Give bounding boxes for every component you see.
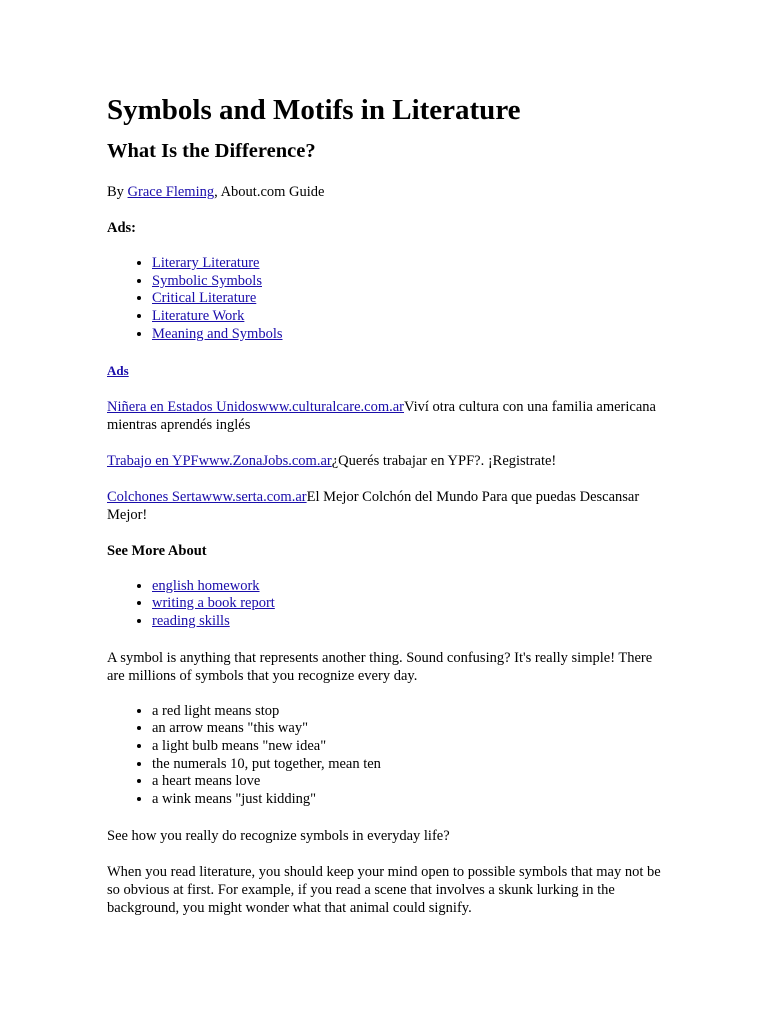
- list-item: • the numerals 10, put together, mean ten: [152, 756, 667, 774]
- ads-label: Ads:: [107, 220, 137, 236]
- list-item: [152, 290, 667, 308]
- byline-prefix: By: [107, 184, 128, 200]
- sponsored-ad: [107, 398, 667, 434]
- list-item: • a heart means love: [152, 773, 667, 791]
- ad-link[interactable]: Literary Literature: [152, 255, 260, 271]
- sponsored-ad-link[interactable]: Niñera en Estados Unidoswww.culturalcare.com.ar: [107, 398, 405, 415]
- paragraph: See how you really do recognize symbols in everyday life?: [107, 827, 450, 844]
- ads-link-list: [107, 255, 667, 344]
- see-more-link[interactable]: writing a book report: [152, 595, 275, 612]
- list-item: • a red light means stop: [152, 703, 667, 721]
- sponsored-ad: [107, 488, 667, 524]
- page-title: Symbols and Motifs in Literature: [107, 94, 521, 126]
- paragraph: When you read literature, you should keep your mind open to possible symbols that may not be so obvious at first. For example, if you read a scene that involves a skunk lurking in the background, you might wonder what that animal could signify.: [107, 863, 661, 916]
- list-item: • a light bulb means "new idea": [152, 738, 667, 756]
- sponsored-ad-text: El Mejor Colchón del Mundo Para que puedas Descansar Mejor!: [107, 488, 640, 523]
- list-item: [152, 578, 667, 596]
- byline: [107, 183, 667, 201]
- sponsored-ad-text: Viví otra cultura con una familia americana mientras aprendés inglés: [107, 398, 656, 433]
- ad-link[interactable]: Meaning and Symbols: [152, 325, 283, 342]
- list-item: [152, 308, 667, 326]
- ad-link[interactable]: Literature Work: [152, 308, 245, 325]
- list-item: [152, 255, 667, 273]
- see-more-list: [107, 578, 667, 631]
- byline-suffix: , About.com Guide: [214, 184, 325, 200]
- sponsored-ad-link[interactable]: Colchones Sertawww.serta.com.ar: [107, 488, 307, 505]
- ads-link[interactable]: Ads: [107, 362, 129, 378]
- page-subtitle: What Is the Difference?: [107, 140, 316, 162]
- see-more-label: See More About: [107, 542, 207, 559]
- list-item: • a wink means "just kidding": [152, 791, 667, 809]
- ads-heading: [107, 362, 667, 380]
- list-item: • an arrow means "this way": [152, 720, 667, 738]
- list-item: [152, 273, 667, 291]
- article: [107, 92, 667, 917]
- ad-link[interactable]: Symbolic Symbols: [152, 272, 262, 289]
- list-item: [152, 326, 667, 344]
- author-link[interactable]: Grace Fleming: [127, 184, 215, 200]
- see-more-link[interactable]: reading skills: [152, 612, 230, 629]
- sponsored-ad-link[interactable]: Trabajo en YPFwww.ZonaJobs.com.ar: [107, 452, 332, 469]
- symbol-examples-list: [107, 703, 667, 809]
- intro-paragraph: A symbol is anything that represents another thing. Sound confusing? It's really simple! There are millions of symbols that you recognize every day.: [107, 649, 653, 684]
- sponsored-ad-text: ¿Querés trabajar en YPF?. ¡Registrate!: [331, 452, 557, 469]
- sponsored-ad: [107, 452, 667, 470]
- ad-link[interactable]: Critical Literature: [152, 290, 257, 307]
- see-more-link[interactable]: english homework: [152, 577, 260, 594]
- list-item: [152, 613, 667, 631]
- list-item: [152, 595, 667, 613]
